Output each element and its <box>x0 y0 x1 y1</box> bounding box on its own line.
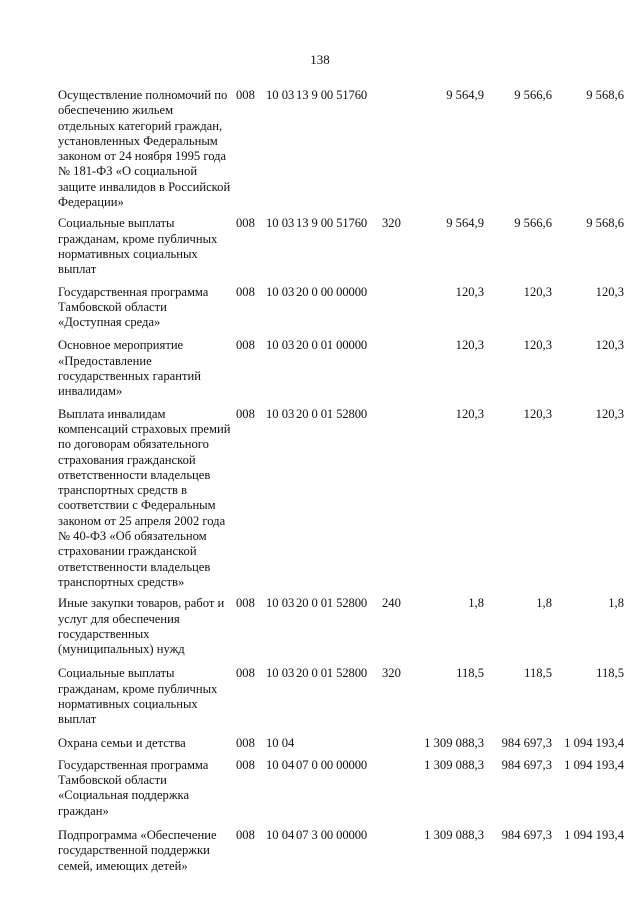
budget-table <box>58 88 624 874</box>
row-value-1: 120,3 <box>455 406 484 421</box>
row-vr: 240 <box>382 596 401 611</box>
row-name: Осуществление полномочий по обеспечению жильем отдельных категорий граждан, установленных Федеральным законом от 24 ноября 1995 года № 181-ФЗ «О социальной защите инвалидов в Российской Федерации» <box>58 88 231 210</box>
row-name: Основное мероприятие «Предоставление государственных гарантий инвалидам» <box>58 338 201 399</box>
table-row <box>58 285 624 331</box>
row-section: 10 03 <box>266 216 295 231</box>
row-vr: 320 <box>382 666 401 681</box>
row-value-1: 118,5 <box>456 666 484 681</box>
row-name: Иные закупки товаров, работ и услуг для обеспечения государственных (муниципальных) нужд <box>58 596 225 657</box>
row-ved: 008 <box>236 735 255 750</box>
row-value-2: 984 697,3 <box>501 757 552 772</box>
row-name: Подпрограмма «Обеспечение государственной поддержки семей, имеющих детей» <box>58 828 217 873</box>
row-ved: 008 <box>236 406 255 421</box>
row-csr: 20 0 01 00000 <box>296 338 368 353</box>
row-value-3: 1 094 193,4 <box>564 757 624 772</box>
row-value-2: 120,3 <box>523 406 552 421</box>
row-section: 10 04 <box>266 757 295 772</box>
row-value-1: 9 564,9 <box>446 88 484 102</box>
row-value-3: 1 094 193,4 <box>564 735 624 750</box>
row-csr: 20 0 01 52800 <box>296 666 368 681</box>
row-value-1: 9 564,9 <box>446 216 484 231</box>
row-vr: 320 <box>382 216 401 231</box>
row-value-2: 984 697,3 <box>501 828 552 843</box>
row-ved: 008 <box>236 88 255 102</box>
row-ved: 008 <box>236 216 255 231</box>
table-row <box>58 596 624 657</box>
row-name: Государственная программа Тамбовской области «Социальная поддержка граждан» <box>58 757 209 818</box>
row-value-1: 120,3 <box>455 284 484 299</box>
row-value-3: 1,8 <box>608 596 624 611</box>
row-section: 10 03 <box>266 338 295 353</box>
table-row <box>58 736 624 751</box>
row-section: 10 03 <box>266 406 295 421</box>
row-value-3: 120,3 <box>595 338 624 353</box>
row-name: Социальные выплаты гражданам, кроме публичных нормативных социальных выплат <box>58 666 218 727</box>
row-ved: 008 <box>236 828 255 843</box>
row-name: Социальные выплаты гражданам, кроме публичных нормативных социальных выплат <box>58 216 218 277</box>
row-value-3: 1 094 193,4 <box>564 828 624 843</box>
row-ved: 008 <box>236 757 255 772</box>
row-value-1: 1 309 088,3 <box>424 757 484 772</box>
table-row <box>58 758 624 819</box>
row-csr: 13 9 00 51760 <box>296 216 368 231</box>
row-value-1: 1 309 088,3 <box>424 828 484 843</box>
row-section: 10 03 <box>266 666 295 681</box>
row-ved: 008 <box>236 284 255 299</box>
row-value-2: 9 566,6 <box>514 88 552 102</box>
table-row <box>58 407 624 591</box>
row-value-3: 118,5 <box>596 666 624 681</box>
row-section: 10 04 <box>266 735 295 750</box>
row-value-3: 9 568,6 <box>586 88 624 102</box>
page-number: 138 <box>310 52 330 67</box>
row-section: 10 03 <box>266 284 295 299</box>
table-row <box>58 88 624 210</box>
row-value-3: 120,3 <box>595 406 624 421</box>
row-csr: 13 9 00 51760 <box>296 88 368 102</box>
row-csr: 20 0 01 52800 <box>296 406 368 421</box>
row-value-1: 120,3 <box>455 338 484 353</box>
row-name: Выплата инвалидам компенсаций страховых премий по договорам обязательного страхования гражданской ответственности владельцев транспортных средств в соответствии с Федеральным законом от 25 апреля 2002 года № 40-ФЗ «Об обязательном страховании гражданской ответственности владельцев транспортных средств» <box>58 406 231 589</box>
row-csr: 20 0 01 52800 <box>296 596 368 611</box>
row-name: Охрана семьи и детства <box>58 735 186 750</box>
row-section: 10 03 <box>266 88 295 102</box>
table-row <box>58 338 624 399</box>
row-value-2: 9 566,6 <box>514 216 552 231</box>
table-row <box>58 216 624 277</box>
row-csr: 20 0 00 00000 <box>296 284 368 299</box>
row-value-2: 1,8 <box>536 596 552 611</box>
row-value-1: 1 309 088,3 <box>424 735 484 750</box>
row-name: Государственная программа Тамбовской области «Доступная среда» <box>58 284 209 330</box>
row-csr: 07 0 00 00000 <box>296 757 368 772</box>
row-value-2: 120,3 <box>523 338 552 353</box>
table-row <box>58 828 624 874</box>
row-value-1: 1,8 <box>468 596 484 611</box>
row-value-2: 120,3 <box>523 284 552 299</box>
row-ved: 008 <box>236 338 255 353</box>
row-value-3: 120,3 <box>595 284 624 299</box>
table-row <box>58 666 624 727</box>
row-section: 10 04 <box>266 828 295 843</box>
row-value-2: 118,5 <box>524 666 552 681</box>
row-ved: 008 <box>236 596 255 611</box>
row-csr: 07 3 00 00000 <box>296 828 368 843</box>
row-value-3: 9 568,6 <box>586 216 624 231</box>
row-ved: 008 <box>236 666 255 681</box>
row-value-2: 984 697,3 <box>501 735 552 750</box>
row-section: 10 03 <box>266 596 295 611</box>
